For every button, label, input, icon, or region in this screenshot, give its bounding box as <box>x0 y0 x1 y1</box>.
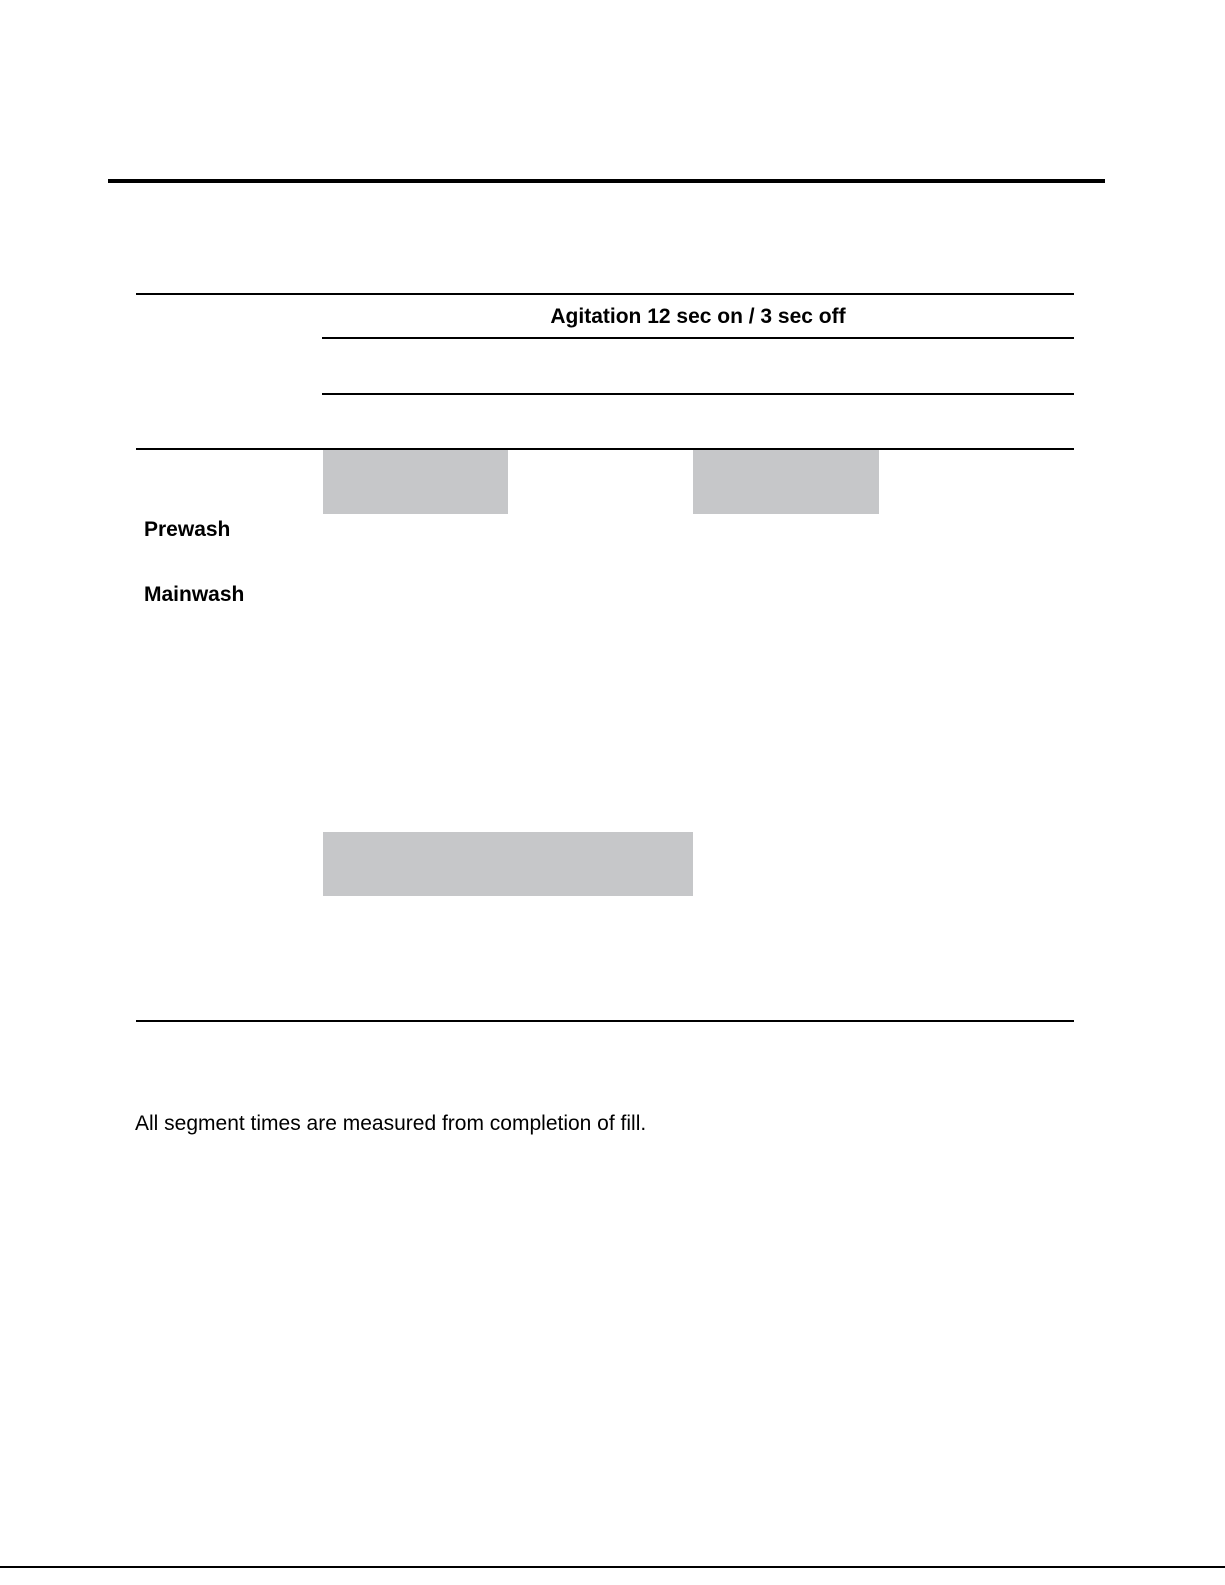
table-top-border-left <box>136 293 323 295</box>
table-top-border-right <box>322 293 1074 295</box>
row-label-prewash: Prewash <box>144 518 231 541</box>
footnote: All segment times are measured from completion of fill. <box>135 1112 647 1135</box>
shaded-cell-2 <box>693 450 879 514</box>
page-bottom-rule <box>0 1566 1225 1568</box>
table-header-bottom-border <box>136 448 1074 450</box>
shaded-cell-3 <box>323 832 693 896</box>
agitation-header: Agitation 12 sec on / 3 sec off <box>550 305 846 328</box>
table-bottom-border <box>136 1020 1074 1022</box>
header-rule <box>108 179 1105 183</box>
table-header-divider-2 <box>322 393 1074 395</box>
row-label-mainwash: Mainwash <box>144 583 245 606</box>
table-header-divider-1 <box>322 337 1074 339</box>
shaded-cell-1 <box>323 450 508 514</box>
